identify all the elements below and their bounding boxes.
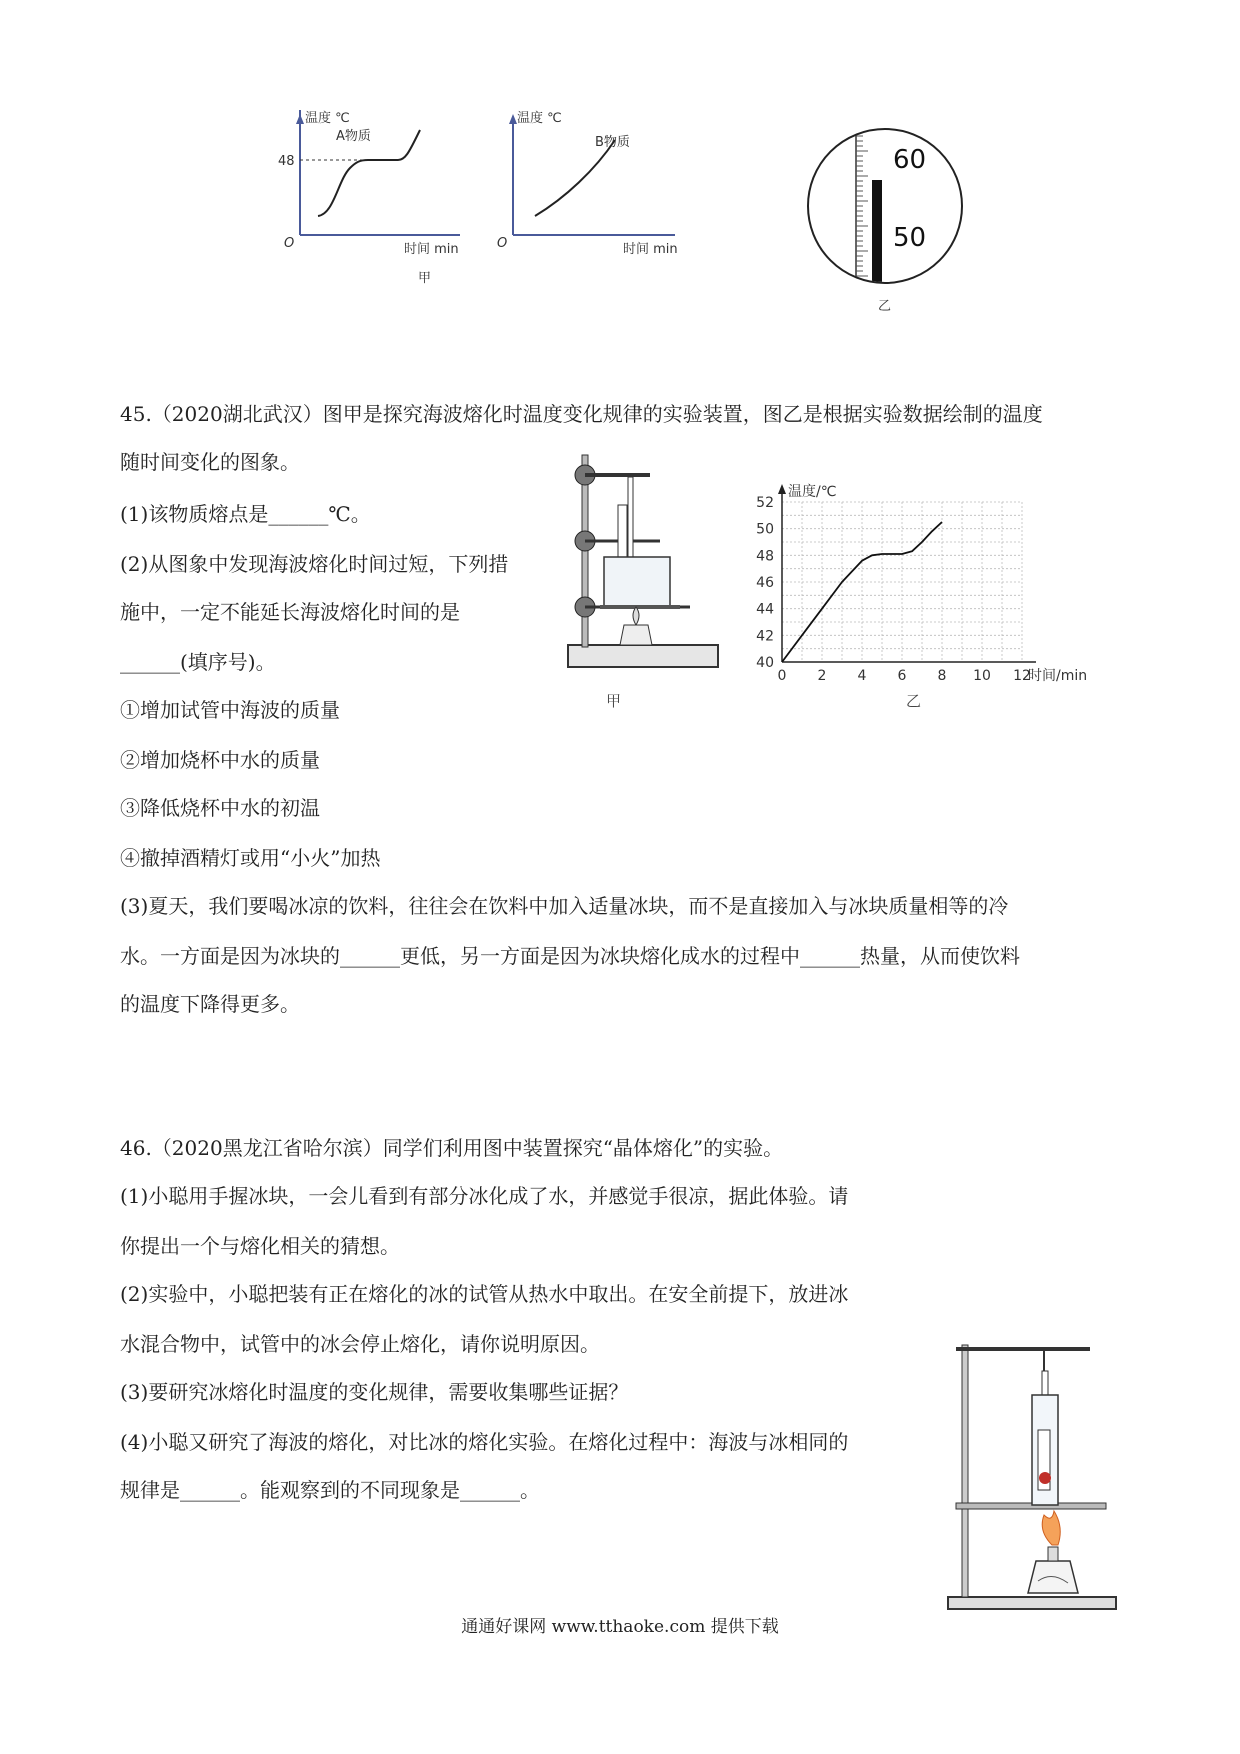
q45-p3c: 的温度下降得更多。: [120, 992, 300, 1016]
x-axis-label: 时间/min: [1028, 668, 1088, 684]
y-tick-label: 42: [756, 628, 774, 645]
graph-b-origin: O: [497, 236, 508, 251]
graph-a-xlabel: 时间 min: [404, 242, 459, 257]
q45-p3a: (3)夏天，我们要喝冰凉的饮料，往往会在饮料中加入适量冰块，而不是直接加入与冰块质量相等的冷: [120, 894, 1009, 918]
alcohol-lamp: [620, 625, 652, 645]
q45-p2b: 施中，一定不能延长海波熔化时间的是: [120, 600, 460, 624]
stand-base: [568, 645, 718, 667]
footer-text: 通通好课网 www.tthaoke.com 提供下载: [461, 1617, 779, 1637]
x-tick-label: 12: [1013, 668, 1031, 684]
stand-base: [948, 1597, 1116, 1609]
graph-a-ylabel: 温度 ℃: [305, 111, 350, 126]
x-tick-label: 8: [937, 668, 947, 684]
q45-p3b: 水。一方面是因为冰块的______更低，另一方面是因为冰块熔化成水的过程中______热量，从而使饮料: [120, 944, 1020, 968]
graph-b-ylabel: 温度 ℃: [517, 111, 562, 126]
q45-line1: 45.（2020湖北武汉）图甲是探究海波熔化时温度变化规律的实验装置，图乙是根据实验数据绘制的温度: [120, 402, 1043, 426]
reading-50: 50: [893, 223, 927, 253]
graph-a-mark-48: 48: [278, 154, 295, 169]
q45-option-2: ②增加烧杯中水的质量: [120, 748, 320, 772]
y-axis-arrow: [778, 484, 786, 494]
q46-p2a: (2)实验中，小聪把装有正在熔化的冰的试管从热水中取出。在安全前提下，放进冰: [120, 1282, 849, 1306]
q45-option-1: ①增加试管中海波的质量: [120, 698, 340, 722]
q46-p1b: 你提出一个与熔化相关的猜想。: [120, 1234, 400, 1258]
apparatus-jia: [560, 445, 740, 685]
curve-b: [535, 140, 615, 216]
graph-b-xlabel: 时间 min: [623, 242, 678, 257]
q46-p4b: 规律是______。能观察到的不同现象是______。: [120, 1478, 540, 1502]
y-tick-label: 40: [756, 655, 774, 671]
caption-jia: 甲: [606, 692, 622, 710]
graph-a-curve-label: A物质: [336, 129, 371, 144]
y-tick-label: 50: [756, 521, 774, 538]
y-tick-label: 46: [756, 575, 774, 591]
x-tick-label: 6: [897, 668, 907, 684]
q46-p1a: (1)小聪用手握冰块，一会儿看到有部分冰化成了水，并感觉手很凉，据此体验。请: [120, 1184, 849, 1208]
q46-line1: 46.（2020黑龙江省哈尔滨）同学们利用图中装置探究“晶体熔化”的实验。: [120, 1136, 784, 1160]
caption-jia-small: 甲: [418, 271, 432, 286]
reading-60: 60: [893, 145, 927, 175]
x-tick-label: 0: [777, 668, 787, 684]
flame: [1042, 1511, 1060, 1545]
q46-p2b: 水混合物中，试管中的冰会停止熔化，请你说明原因。: [120, 1332, 600, 1356]
q45-p2a: (2)从图象中发现海波熔化时间过短，下列措: [120, 552, 509, 576]
x-tick-label: 2: [817, 668, 827, 684]
graph-b-curve-label: B物质: [595, 135, 630, 150]
temperature-chart: [740, 478, 1088, 688]
x-tick-label: 10: [973, 668, 991, 684]
q45-option-4: ④撤掉酒精灯或用“小火”加热: [120, 846, 381, 870]
thermometer-figure: [800, 122, 970, 317]
support-ring: [956, 1503, 1106, 1509]
thermometer-bulb: [1039, 1472, 1051, 1484]
q46-p4a: (4)小聪又研究了海波的熔化，对比冰的熔化实验。在熔化过程中：海波与冰相同的: [120, 1430, 849, 1454]
apparatus-46: [940, 1335, 1125, 1620]
graph-a: [270, 110, 470, 285]
y-tick-label: 52: [756, 495, 774, 511]
q46-p3: (3)要研究冰熔化时温度的变化规律，需要收集哪些证据？: [120, 1380, 629, 1404]
x-tick-label: 4: [857, 668, 867, 684]
thermometer-caption: 乙: [878, 299, 892, 314]
q45-line2: 随时间变化的图象。: [120, 450, 300, 474]
y-tick-label: 48: [756, 548, 774, 565]
graph-a-origin: O: [284, 236, 295, 251]
q45-option-3: ③降低烧杯中水的初温: [120, 796, 320, 820]
magnifier-circle: [808, 129, 962, 283]
beaker: [604, 557, 670, 607]
q45-p2c: ______(填序号)。: [120, 650, 276, 674]
caption-yi: 乙: [906, 692, 922, 710]
stand-rod: [962, 1345, 968, 1597]
q45-p1: (1)该物质熔点是______℃。: [120, 502, 371, 526]
graph-b: [495, 110, 695, 285]
y-tick-label: 44: [756, 601, 774, 618]
y-axis-label: 温度/℃: [788, 484, 837, 500]
